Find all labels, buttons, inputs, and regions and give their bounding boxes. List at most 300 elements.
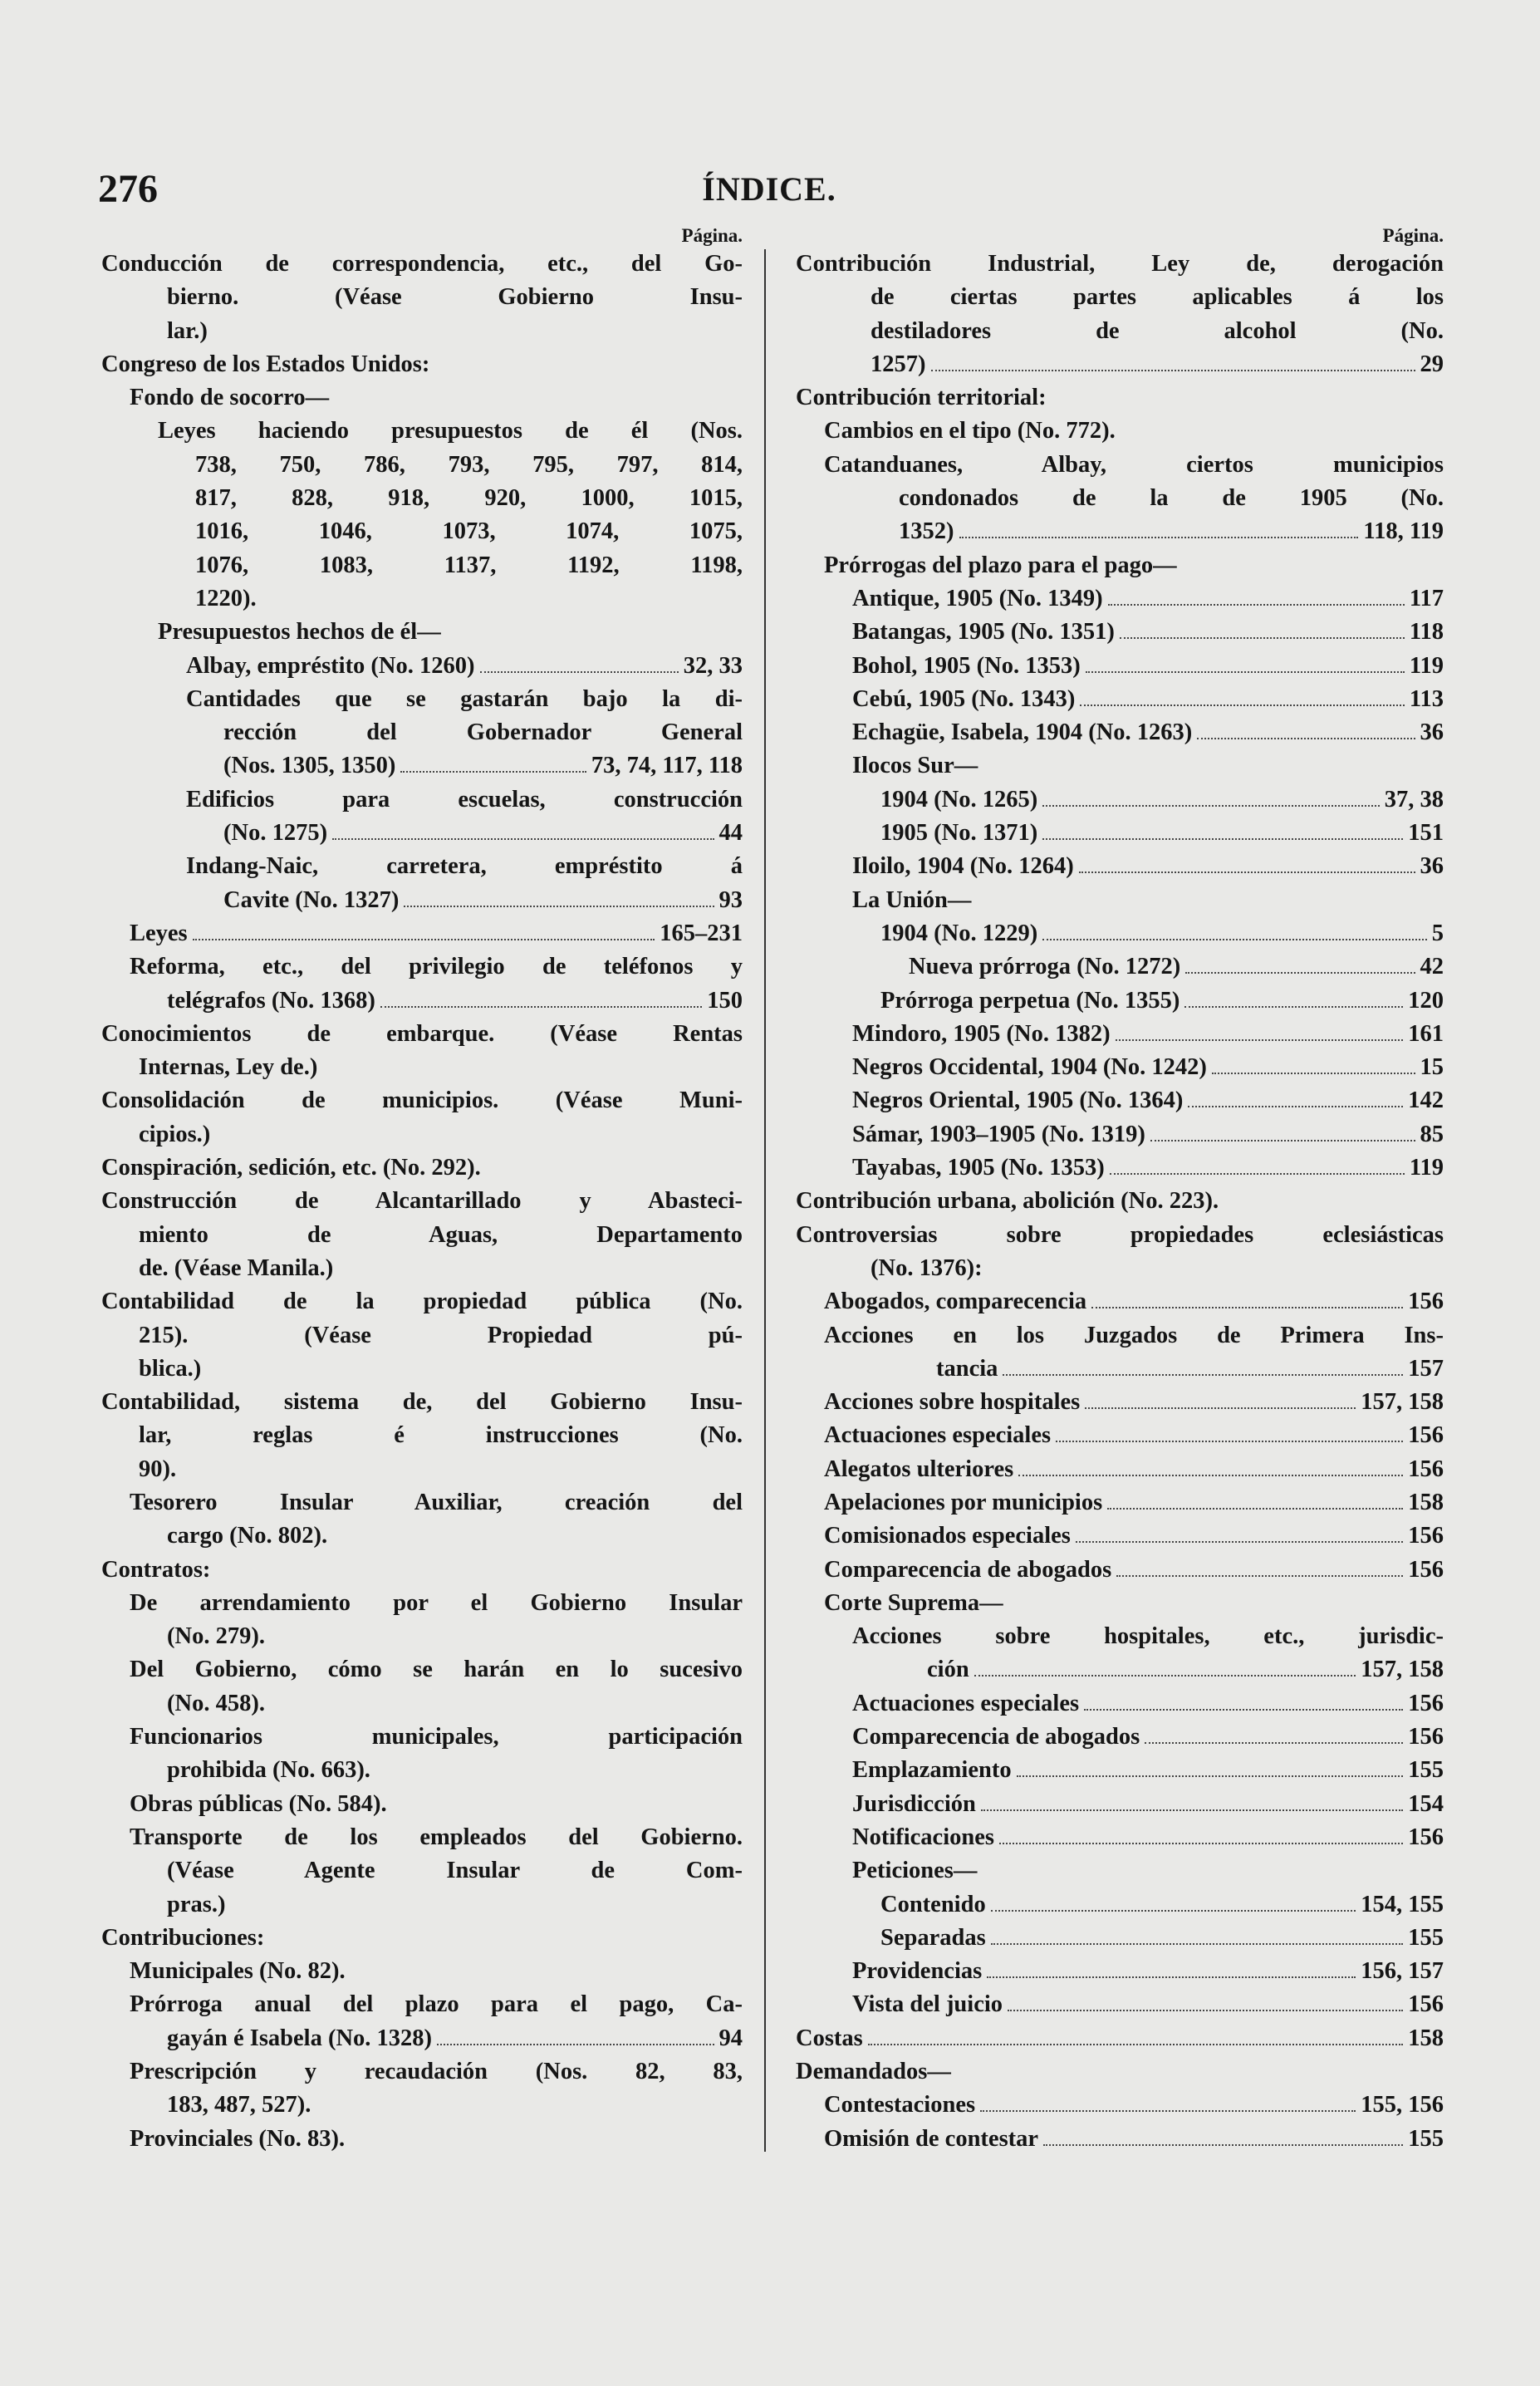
dot-leader [1197, 737, 1415, 739]
left-entries [101, 248, 743, 2156]
index-entry-line [796, 1854, 1444, 1888]
dot-leader [1145, 1741, 1403, 1744]
dot-leader [1042, 938, 1427, 940]
entry-text: Demandados— [796, 2059, 951, 2085]
page-reference: 157, 158 [1361, 1389, 1444, 1416]
page-reference: 42 [1420, 954, 1444, 980]
entry-text: Leyes [130, 920, 188, 946]
entry-text: Prescripción y recaudación (Nos. 82, 83, [130, 2059, 743, 2085]
entry-text: de. (Véase Manila.) [139, 1254, 334, 1281]
entry-text: 1352) [899, 518, 954, 545]
entry-text: Cavite (No. 1327) [223, 886, 400, 913]
index-entry-with-page [796, 582, 1444, 616]
entry-text: Comparecencia de abogados [824, 1556, 1112, 1583]
index-entry-with-page [101, 984, 743, 1018]
index-entry-with-page [796, 1386, 1444, 1419]
index-entry-line [101, 582, 743, 616]
entry-text: La Unión— [852, 886, 972, 913]
dot-leader [1150, 1139, 1415, 1141]
entry-text: Conducción de correspondencia, etc., del Go- [101, 251, 743, 277]
entry-text: (No. 1275) [223, 820, 328, 847]
entry-text: pras.) [167, 1891, 226, 1917]
entry-text: Apelaciones por municipios [824, 1489, 1103, 1515]
dot-leader [1080, 704, 1404, 706]
index-entry-line [101, 1084, 743, 1117]
index-entry-with-page [796, 984, 1444, 1018]
page-reference: 155 [1408, 1757, 1444, 1784]
entry-text: (No. 458). [167, 1690, 265, 1716]
index-entry-with-page [101, 2022, 743, 2055]
dot-leader [1079, 871, 1415, 873]
page-reference: 156 [1408, 1724, 1444, 1750]
page-reference: 156 [1408, 1289, 1444, 1315]
dot-leader [1003, 1373, 1403, 1376]
dot-leader [404, 905, 714, 907]
index-entry-line [101, 1888, 743, 1922]
entry-text: (Véase Agente Insular de Com- [167, 1858, 743, 1884]
page-reference: 150 [707, 987, 743, 1014]
entry-text: Prórrogas del plazo para el pago— [824, 552, 1177, 578]
entry-text: miento de Aguas, Departamento [139, 1221, 743, 1248]
dot-leader [400, 770, 586, 773]
index-entry-line [101, 783, 743, 817]
entry-text: Funcionarios municipales, participación [130, 1724, 743, 1750]
index-entry-line [101, 1854, 743, 1888]
entry-text: Cebú, 1905 (No. 1343) [852, 685, 1076, 712]
index-entry-with-page [101, 749, 743, 783]
index-entry-line [101, 449, 743, 482]
entry-text: tancia [936, 1355, 998, 1382]
entry-text: 1016, 1046, 1073, 1074, 1075, [195, 518, 743, 545]
entry-text: lar.) [167, 317, 208, 344]
entry-text: ción [927, 1657, 969, 1683]
index-entry-with-page [101, 817, 743, 850]
index-entry-line [796, 549, 1444, 582]
index-entry-line [101, 1587, 743, 1620]
index-entry-with-page [796, 348, 1444, 381]
entry-text: Edificios para escuelas, construcción [186, 786, 743, 813]
entry-text: Antique, 1905 (No. 1349) [852, 585, 1103, 611]
entry-text: Contribución Industrial, Ley de, derogación [796, 251, 1444, 277]
entry-text: condonados de la de 1905 (No. [899, 485, 1444, 512]
page-reference: 29 [1420, 351, 1444, 377]
index-entry-with-page [796, 1151, 1444, 1185]
page-reference: 117 [1409, 585, 1444, 611]
index-entry-with-page [796, 783, 1444, 817]
index-entry-with-page [796, 2022, 1444, 2055]
entry-text: Congreso de los Estados Unidos: [101, 351, 430, 377]
index-entry-with-page [101, 884, 743, 917]
page-reference: 161 [1408, 1020, 1444, 1047]
dot-leader [1120, 636, 1405, 639]
page-reference: 142 [1408, 1087, 1444, 1114]
index-entry-line [796, 1252, 1444, 1285]
index-entry-line [101, 850, 743, 883]
page-reference: 155 [1408, 1924, 1444, 1951]
entry-text: 1904 (No. 1229) [880, 920, 1038, 946]
index-entry-line [101, 1151, 743, 1185]
entry-text: de ciertas partes aplicables á los [871, 284, 1444, 311]
entry-text: rección del Gobernador General [223, 719, 743, 746]
page-title: ÍNDICE. [702, 170, 836, 208]
dot-leader [437, 2043, 714, 2045]
page-reference: 156 [1408, 1456, 1444, 1482]
entry-text: Negros Oriental, 1905 (No. 1364) [852, 1087, 1184, 1114]
index-entry-with-page [796, 817, 1444, 850]
dot-leader [480, 670, 679, 673]
index-entry-with-page [796, 515, 1444, 548]
index-entry-line [101, 1386, 743, 1419]
index-entry-line [101, 716, 743, 749]
page-reference: 120 [1408, 987, 1444, 1014]
entry-text: gayán é Isabela (No. 1328) [167, 2025, 433, 2051]
dot-leader [193, 938, 655, 940]
dot-leader [1188, 1105, 1403, 1107]
entry-text: Bohol, 1905 (No. 1353) [852, 652, 1081, 679]
dot-leader [1084, 1708, 1403, 1711]
index-entry-with-page [796, 1721, 1444, 1754]
dot-leader [1184, 1005, 1403, 1008]
page-reference: 156 [1408, 1824, 1444, 1850]
page-reference: 158 [1408, 2025, 1444, 2051]
entry-text: Presupuestos hechos de él— [158, 619, 441, 646]
index-entry-line [101, 1554, 743, 1587]
entry-text: 738, 750, 786, 793, 795, 797, 814, [195, 451, 743, 478]
entry-text: Corte Suprema— [824, 1589, 1003, 1616]
index-entry-line [796, 1185, 1444, 1218]
index-entry-line [101, 1955, 743, 1988]
index-entry-line [101, 1687, 743, 1721]
entry-text: Mindoro, 1905 (No. 1382) [852, 1020, 1111, 1047]
entry-text: Prórroga anual del plazo para el pago, Ca- [130, 1991, 743, 2018]
index-entry-line [101, 482, 743, 515]
entry-text: Contratos: [101, 1556, 211, 1583]
entry-text: Construcción de Alcantarillado y Abasteci- [101, 1188, 743, 1215]
index-entry-with-page [796, 1018, 1444, 1051]
entry-text: cipios.) [139, 1121, 211, 1147]
entry-text: Leyes haciendo presupuestos de él (Nos. [158, 418, 743, 444]
index-entry-line [101, 1051, 743, 1084]
page-reference: 156 [1408, 1690, 1444, 1716]
dot-leader [980, 2109, 1356, 2112]
index-entry-line [101, 2089, 743, 2122]
entry-text: Echagüe, Isabela, 1904 (No. 1263) [852, 719, 1193, 746]
entry-text: Nueva prórroga (No. 1272) [909, 954, 1181, 980]
index-entry-line [101, 1453, 743, 1486]
index-entry-with-page [796, 2089, 1444, 2122]
entry-text: Peticiones— [852, 1858, 978, 1884]
entry-text: 1257) [871, 351, 926, 377]
entry-text: Separadas [880, 1924, 986, 1951]
entry-text: destiladores de alcohol (No. [871, 317, 1444, 344]
index-entry-with-page [796, 1955, 1444, 1988]
entry-text: Contenido [880, 1891, 986, 1917]
index-entry-with-page [796, 716, 1444, 749]
entry-text: Ilocos Sur— [852, 753, 978, 779]
index-entry-line [101, 1788, 743, 1821]
entry-text: (Nos. 1305, 1350) [223, 753, 396, 779]
entry-text: (No. 1376): [871, 1254, 983, 1281]
index-entry-line [796, 415, 1444, 448]
entry-text: Cambios en el tipo (No. 772). [824, 418, 1116, 444]
index-entry-line [101, 2123, 743, 2156]
index-entry-line [796, 1319, 1444, 1353]
page-reference: 119 [1409, 1155, 1444, 1181]
index-entry-line [101, 1922, 743, 1955]
entry-text: Negros Occidental, 1904 (No. 1242) [852, 1054, 1207, 1081]
dot-leader [1116, 1038, 1404, 1041]
entry-text: bierno. (Véase Gobierno Insu- [167, 284, 743, 311]
entry-text: 1076, 1083, 1137, 1192, 1198, [195, 552, 743, 578]
index-entry-line [101, 549, 743, 582]
dot-leader [1085, 1407, 1356, 1409]
entry-text: Actuaciones especiales [852, 1690, 1080, 1716]
dot-leader [991, 1942, 1404, 1945]
dot-leader [868, 2043, 1403, 2045]
page-reference: 36 [1420, 853, 1444, 880]
entry-text: cargo (No. 802). [167, 1523, 328, 1549]
dot-leader [1185, 971, 1415, 974]
index-entry-with-page [796, 1922, 1444, 1955]
entry-text: Actuaciones especiales [824, 1422, 1052, 1449]
dot-leader [332, 837, 714, 840]
dot-leader [1008, 2009, 1403, 2011]
dot-leader [1091, 1306, 1403, 1308]
entry-text: 1904 (No. 1265) [880, 786, 1038, 813]
index-entry-line [101, 1118, 743, 1151]
dot-leader [1017, 1775, 1404, 1777]
index-entry-line [796, 1587, 1444, 1620]
page-reference: 157 [1408, 1355, 1444, 1382]
entry-text: Alegatos ulteriores [824, 1456, 1014, 1482]
page-reference: 118 [1409, 619, 1444, 646]
entry-text: Contabilidad, sistema de, del Gobierno Insu- [101, 1389, 743, 1416]
index-entry-line [101, 616, 743, 649]
dot-leader [1076, 1540, 1403, 1543]
index-entry-line [101, 1721, 743, 1754]
entry-text: Municipales (No. 82). [130, 1958, 346, 1985]
index-entry-line [796, 381, 1444, 415]
index-entry-line [101, 1821, 743, 1854]
page-reference: 158 [1408, 1489, 1444, 1515]
entry-text: De arrendamiento por el Gobierno Insular [130, 1589, 743, 1616]
index-entry-line [101, 1653, 743, 1686]
dot-leader [1042, 837, 1403, 840]
entry-text: 817, 828, 918, 920, 1000, 1015, [195, 485, 743, 512]
entry-text: Contestaciones [824, 2092, 976, 2118]
page-reference: 156 [1408, 1422, 1444, 1449]
entry-text: 215). (Véase Propiedad pú- [139, 1322, 743, 1348]
index-entry-line [796, 482, 1444, 515]
index-entry-line [796, 315, 1444, 348]
dot-leader [1110, 1172, 1405, 1175]
index-entry-line [101, 315, 743, 348]
entry-text: Provinciales (No. 83). [130, 2125, 346, 2152]
dot-leader [987, 1976, 1356, 1978]
entry-text: Reforma, etc., del privilegio de teléfonos y [130, 954, 743, 980]
index-entry-with-page [796, 1118, 1444, 1151]
index-entry-with-page [796, 1285, 1444, 1318]
pagina-label-right: Página. [1382, 225, 1444, 246]
index-entry-with-page [796, 1084, 1444, 1117]
dot-leader [931, 369, 1415, 371]
index-entry-line [101, 1486, 743, 1519]
index-entry-line [796, 1620, 1444, 1653]
entry-text: (No. 279). [167, 1623, 265, 1650]
pagina-label-left: Página. [681, 225, 743, 246]
page-reference: 118, 119 [1363, 518, 1444, 545]
entry-text: lar, reglas é instrucciones (No. [139, 1422, 743, 1449]
dot-leader [1018, 1474, 1403, 1476]
page-reference: 155, 156 [1361, 2092, 1444, 2118]
entry-text: Fondo de socorro— [130, 385, 330, 411]
index-entry-line [101, 1353, 743, 1386]
page-number: 276 [98, 167, 158, 211]
entry-text: Vista del juicio [852, 1991, 1003, 2018]
entry-text: Albay, empréstito (No. 1260) [186, 652, 475, 679]
page-reference: 15 [1420, 1054, 1444, 1081]
entry-text: 90). [139, 1456, 177, 1482]
entry-text: Del Gobierno, cómo se harán en lo sucesivo [130, 1657, 743, 1683]
index-entry-line [101, 415, 743, 448]
index-entry-with-page [796, 1554, 1444, 1587]
entry-text: Acciones sobre hospitales [824, 1389, 1081, 1416]
dot-leader [1116, 1574, 1403, 1577]
index-entry-line [796, 1219, 1444, 1252]
entry-text: Tayabas, 1905 (No. 1353) [852, 1155, 1105, 1181]
page-reference: 73, 74, 117, 118 [591, 753, 743, 779]
index-entry-line [101, 1285, 743, 1318]
entry-text: Omisión de contestar [824, 2125, 1039, 2152]
entry-text: Controversias sobre propiedades eclesiásticas [796, 1221, 1444, 1248]
index-entry-with-page [796, 950, 1444, 984]
page-reference: 156 [1408, 1556, 1444, 1583]
entry-text: Tesorero Insular Auxiliar, creación del [130, 1489, 743, 1515]
entry-text: Costas [796, 2025, 863, 2051]
page-reference: 32, 33 [683, 652, 743, 679]
entry-text: Contabilidad de la propiedad pública (No. [101, 1289, 743, 1315]
page-reference: 156, 157 [1361, 1958, 1444, 1985]
index-entry-line [101, 1754, 743, 1787]
index-entry-line [101, 1319, 743, 1353]
entry-text: Indang-Naic, carretera, empréstito á [186, 853, 743, 880]
index-entry-with-page [796, 1653, 1444, 1686]
page-reference: 93 [719, 886, 743, 913]
page-reference: 37, 38 [1384, 786, 1444, 813]
page-reference: 157, 158 [1361, 1657, 1444, 1683]
index-entry-with-page [796, 616, 1444, 649]
page-reference: 155 [1408, 2125, 1444, 2152]
page-reference: 154 [1408, 1790, 1444, 1817]
index-entry-with-page [796, 1519, 1444, 1553]
entry-text: Abogados, comparecencia [824, 1289, 1087, 1315]
dot-leader [991, 1909, 1356, 1912]
index-entry-line [796, 2055, 1444, 2089]
right-entries [796, 248, 1444, 2156]
index-entry-with-page [796, 850, 1444, 883]
index-entry-with-page [796, 650, 1444, 683]
dot-leader [1212, 1072, 1415, 1074]
entry-text: Acciones en los Juzgados de Primera Ins- [824, 1322, 1444, 1348]
entry-text: prohibida (No. 663). [167, 1757, 370, 1784]
entry-text: Notificaciones [852, 1824, 994, 1850]
entry-text: 1905 (No. 1371) [880, 820, 1038, 847]
index-entry-with-page [796, 683, 1444, 716]
entry-text: Providencias [852, 1958, 983, 1985]
entry-text: Contribuciones: [101, 1924, 265, 1951]
entry-text: Catanduanes, Albay, ciertos municipios [824, 451, 1444, 478]
dot-leader [1108, 603, 1405, 606]
entry-text: Acciones sobre hospitales, etc., jurisdic- [852, 1623, 1444, 1650]
entry-text: Contribución urbana, abolición (No. 223). [796, 1188, 1219, 1215]
entry-text: Batangas, 1905 (No. 1351) [852, 619, 1115, 646]
entry-text: Jurisdicción [852, 1790, 976, 1817]
index-entry-line [101, 281, 743, 314]
index-entry-line [101, 683, 743, 716]
page-reference: 154, 155 [1361, 1891, 1444, 1917]
index-entry-line [101, 248, 743, 281]
index-entry-with-page [796, 1486, 1444, 1519]
index-entry-with-page [796, 2123, 1444, 2156]
index-entry-with-page [796, 1687, 1444, 1721]
entry-text: Iloilo, 1904 (No. 1264) [852, 853, 1074, 880]
index-entry-with-page [796, 1821, 1444, 1854]
entry-text: Cantidades que se gastarán bajo la di- [186, 685, 743, 712]
index-entry-with-page [796, 1754, 1444, 1787]
entry-text: Obras públicas (No. 584). [130, 1790, 387, 1817]
entry-text: telégrafos (No. 1368) [167, 987, 375, 1014]
dot-leader [1043, 2143, 1403, 2146]
index-entry-line [101, 1252, 743, 1285]
entry-text: Comparecencia de abogados [852, 1724, 1140, 1750]
index-entry-with-page [101, 917, 743, 950]
column-divider [764, 249, 766, 2152]
entry-text: Transporte de los empleados del Gobierno. [130, 1824, 743, 1850]
page-reference: 44 [719, 820, 743, 847]
index-entry-with-page [796, 1051, 1444, 1084]
entry-text: Sámar, 1903–1905 (No. 1319) [852, 1121, 1145, 1147]
index-entry-with-page [796, 1353, 1444, 1386]
page-reference: 119 [1409, 652, 1444, 679]
index-entry-with-page [796, 1419, 1444, 1452]
dot-leader [380, 1005, 702, 1008]
index-entry-line [101, 1419, 743, 1452]
page-reference: 113 [1409, 685, 1444, 712]
entry-text: Comisionados especiales [824, 1523, 1071, 1549]
page-reference: 165–231 [660, 920, 743, 946]
page-reference: 85 [1420, 1121, 1444, 1147]
index-entry-line [101, 1185, 743, 1218]
entry-text: blica.) [139, 1355, 202, 1382]
index-entry-line [101, 1519, 743, 1553]
index-entry-line [101, 348, 743, 381]
dot-leader [1086, 670, 1405, 673]
index-entry-line [101, 515, 743, 548]
index-entry-line [101, 1988, 743, 2021]
index-entry-line [101, 1219, 743, 1252]
entry-text: Conspiración, sedición, etc. (No. 292). [101, 1155, 481, 1181]
index-entry-line [796, 749, 1444, 783]
page-reference: 151 [1408, 820, 1444, 847]
left-column [101, 224, 743, 2156]
page-reference: 5 [1431, 920, 1444, 946]
index-entry-line [101, 2055, 743, 2089]
dot-leader [1107, 1507, 1403, 1510]
index-entry-with-page [796, 1988, 1444, 2021]
index-entry-line [796, 248, 1444, 281]
index-entry-line [101, 1620, 743, 1653]
right-column [796, 224, 1444, 2156]
